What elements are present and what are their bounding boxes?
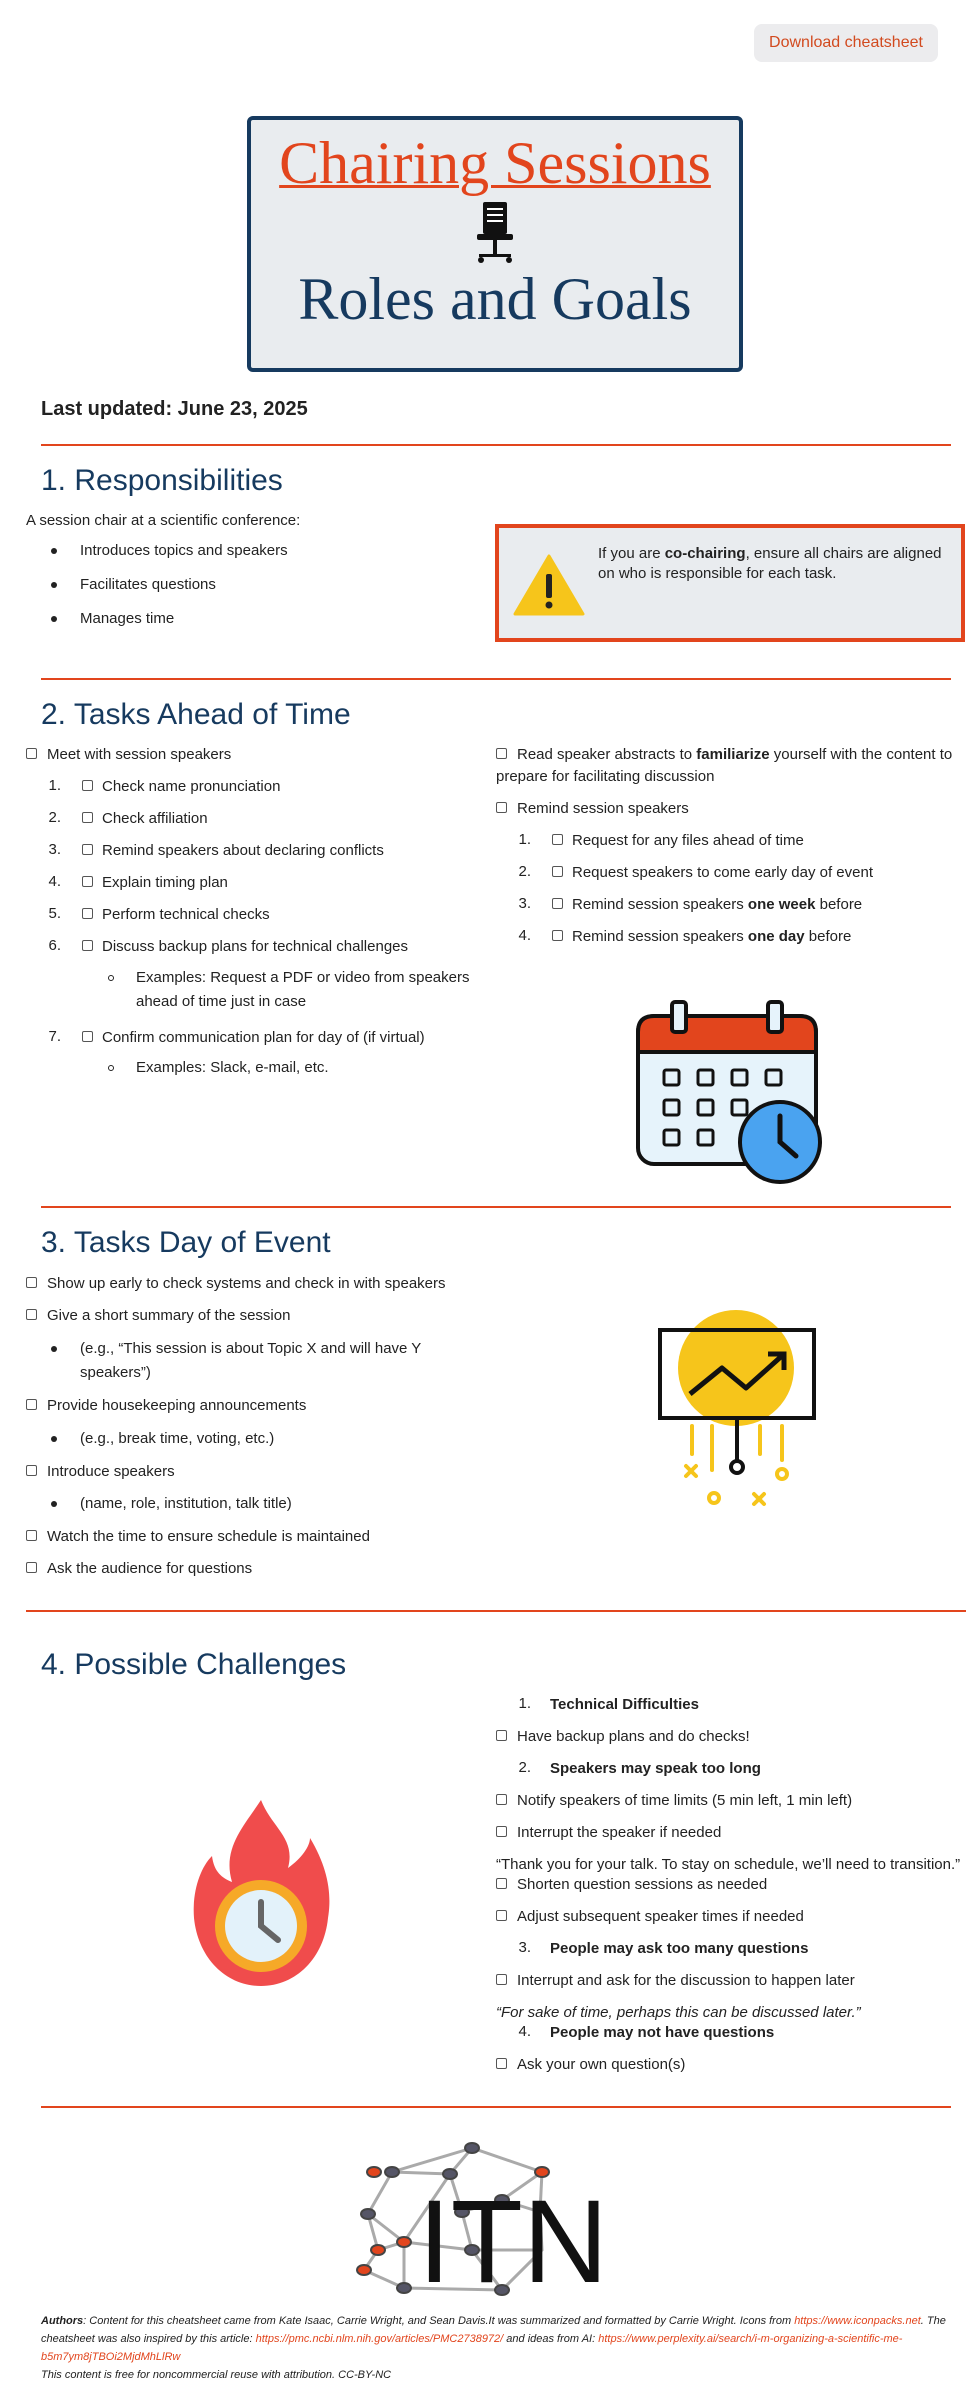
list-number: 6. <box>48 937 61 954</box>
checkbox[interactable] <box>496 1730 507 1741</box>
example-text: (e.g., “This session is about Topic X and will have Y <box>80 1340 422 1357</box>
page-subtitle: Roles and Goals <box>298 266 692 332</box>
article-link[interactable]: https://pmc.ncbi.nlm.nih.gov/articles/PMC2738972/ <box>255 2333 504 2345</box>
checkbox[interactable] <box>496 1910 507 1921</box>
divider <box>41 2106 951 2108</box>
checkbox[interactable] <box>82 844 93 855</box>
checkbox[interactable] <box>26 1277 37 1288</box>
bullet <box>51 582 57 588</box>
checkbox[interactable] <box>82 780 93 791</box>
bullet <box>51 616 57 622</box>
section-heading-tasks-day: 3. Tasks Day of Event <box>41 1226 331 1259</box>
section-heading-challenges: 4. Possible Challenges <box>41 1648 347 1681</box>
list-number: 1. <box>518 1695 531 1712</box>
task-label: Interrupt the speaker if needed <box>517 1824 722 1841</box>
itn-network-logo <box>352 2138 622 2302</box>
task-label: Confirm communication plan for day of (if virtual) <box>102 1029 425 1046</box>
footer-credits: Authors: Content for this cheatsheet came from Kate Isaac, Carrie Wright, and Sean Davis.It was summarized and formatted by Carrie Wright. Icons from https://www.iconpacks.net. The <box>41 2315 946 2327</box>
office-chair-icon <box>473 200 517 264</box>
task-label: Read speaker abstracts to familiarize yourself with the content to <box>517 746 953 763</box>
calendar-clock-icon <box>636 1000 826 1186</box>
task-label: Watch the time to ensure schedule is maintained <box>47 1528 370 1545</box>
checkbox[interactable] <box>552 898 563 909</box>
checkbox[interactable] <box>496 748 507 759</box>
checkbox[interactable] <box>82 908 93 919</box>
task-label: Request for any files ahead of time <box>572 832 804 849</box>
presentation-chart-icon <box>656 1310 818 1510</box>
bullet <box>51 1436 57 1442</box>
challenge-title: People may not have questions <box>550 2024 775 2041</box>
task-label: Remind session speakers <box>517 800 689 817</box>
list-number: 1. <box>518 831 531 848</box>
fire-clock-icon <box>192 1798 330 1988</box>
quote-text: “Thank you for your talk. To stay on schedule, we’ll need to transition.” <box>496 1856 961 1873</box>
task-label: Request speakers to come early day of event <box>572 864 873 881</box>
example-text: ahead of time just in case <box>136 993 307 1010</box>
checkbox[interactable] <box>26 1399 37 1410</box>
iconpacks-link[interactable]: https://www.iconpacks.net <box>794 2315 921 2327</box>
bullet <box>51 1501 57 1507</box>
list-number: 5. <box>48 905 61 922</box>
checkbox[interactable] <box>82 940 93 951</box>
task-label: Check affiliation <box>102 810 208 827</box>
checkbox[interactable] <box>496 1794 507 1805</box>
task-label: Adjust subsequent speaker times if needed <box>517 1908 804 1925</box>
perplexity-link-cont[interactable]: b5m7ym8jTBOi2MjdMhLlRw <box>41 2351 181 2363</box>
checkbox[interactable] <box>82 812 93 823</box>
task-label: Have backup plans and do checks! <box>517 1728 750 1745</box>
list-item: Introduces topics and speakers <box>80 542 288 559</box>
example-text: (e.g., break time, voting, etc.) <box>80 1430 275 1447</box>
task-label: Give a short summary of the session <box>47 1307 291 1324</box>
task-label: Meet with session speakers <box>47 746 232 763</box>
bullet <box>51 1346 57 1352</box>
section-heading-responsibilities: 1. Responsibilities <box>41 464 283 497</box>
list-number: 3. <box>518 1939 531 1956</box>
task-label: Check name pronunciation <box>102 778 281 795</box>
list-item: Manages time <box>80 610 175 627</box>
checkbox[interactable] <box>496 1974 507 1985</box>
task-label: Interrupt and ask for the discussion to happen later <box>517 1972 855 1989</box>
checkbox[interactable] <box>82 876 93 887</box>
task-label: Shorten question sessions as needed <box>517 1876 768 1893</box>
task-label: Perform technical checks <box>102 906 270 923</box>
checkbox[interactable] <box>26 1562 37 1573</box>
co-chair-callout <box>495 524 965 642</box>
bullet <box>51 548 57 554</box>
divider <box>41 444 951 446</box>
license-text: This content is free for noncommercial reuse with attribution. CC-BY-NC <box>41 2369 392 2381</box>
task-label: Discuss backup plans for technical challenges <box>102 938 408 955</box>
quote-text: “For sake of time, perhaps this can be discussed later.” <box>496 2004 861 2021</box>
divider <box>26 1610 966 1612</box>
section-heading-tasks-ahead: 2. Tasks Ahead of Time <box>41 698 351 731</box>
checkbox[interactable] <box>552 930 563 941</box>
task-label: Remind session speakers one day before <box>572 928 852 945</box>
task-label: Ask your own question(s) <box>517 2056 686 2073</box>
example-text: (name, role, institution, talk title) <box>80 1495 292 1512</box>
list-number: 4. <box>518 927 531 944</box>
task-label: Remind speakers about declaring conflicts <box>102 842 384 859</box>
task-label: Show up early to check systems and check in with speakers <box>47 1275 446 1292</box>
svg-text:ITN: ITN <box>418 2176 609 2302</box>
list-number: 3. <box>48 841 61 858</box>
sub-bullet <box>108 1065 114 1071</box>
download-cheatsheet-button[interactable]: Download cheatsheet <box>754 24 938 62</box>
callout-text: If you are co-chairing, ensure all chairs are aligned on who is responsible for each task. <box>598 545 942 582</box>
title-banner <box>247 116 743 372</box>
example-text: Examples: Request a PDF or video from speakers <box>136 969 470 986</box>
last-updated: Last updated: June 23, 2025 <box>41 398 308 420</box>
perplexity-link[interactable]: https://www.perplexity.ai/search/i-m-organizing-a-scientific-me- <box>598 2333 903 2345</box>
task-label: Remind session speakers one week before <box>572 896 863 913</box>
list-number: 7. <box>48 1028 61 1045</box>
challenge-title: People may ask too many questions <box>550 1940 809 1957</box>
list-number: 4. <box>518 2023 531 2040</box>
divider <box>41 1206 951 1208</box>
footer-credits-line3 <box>41 2348 961 2366</box>
checkbox[interactable] <box>26 748 37 759</box>
checkbox[interactable] <box>496 2058 507 2069</box>
task-label: Notify speakers of time limits (5 min left, 1 min left) <box>517 1792 853 1809</box>
checkbox[interactable] <box>496 802 507 813</box>
checkbox[interactable] <box>26 1465 37 1476</box>
warning-icon <box>513 554 585 616</box>
checkbox[interactable] <box>26 1530 37 1541</box>
list-item: Facilitates questions <box>80 576 216 593</box>
checkbox[interactable] <box>496 1826 507 1837</box>
list-number: 2. <box>518 1759 531 1776</box>
checkbox[interactable] <box>82 1031 93 1042</box>
example-text: Examples: Slack, e-mail, etc. <box>136 1059 329 1076</box>
task-label: Ask the audience for questions <box>47 1560 253 1577</box>
challenge-title: Technical Difficulties <box>550 1696 699 1713</box>
task-label: Provide housekeeping announcements <box>47 1397 307 1414</box>
list-number: 1. <box>48 777 61 794</box>
checkbox[interactable] <box>26 1309 37 1320</box>
footer-credits-line2: cheatsheet was also inspired by this article: https://pmc.ncbi.nlm.nih.gov/articles/PMC2738972/ and ideas from AI: https://www.perplexity.ai/search/i-m-organizing-a-scientific-me- <box>41 2333 903 2345</box>
checkbox[interactable] <box>496 1878 507 1889</box>
checkbox[interactable] <box>552 866 563 877</box>
list-number: 2. <box>518 863 531 880</box>
example-text: speakers”) <box>80 1364 151 1381</box>
checkbox[interactable] <box>552 834 563 845</box>
divider <box>41 678 951 680</box>
sub-bullet <box>108 975 114 981</box>
task-label-cont: prepare for facilitating discussion <box>496 768 715 785</box>
list-number: 3. <box>518 895 531 912</box>
list-number: 2. <box>48 809 61 826</box>
challenge-title: Speakers may speak too long <box>550 1760 761 1777</box>
list-number: 4. <box>48 873 61 890</box>
task-label: Introduce speakers <box>47 1463 175 1480</box>
responsibilities-intro: A session chair at a scientific conference: <box>26 512 301 529</box>
task-label: Explain timing plan <box>102 874 228 891</box>
page-title: Chairing Sessions <box>279 130 711 196</box>
